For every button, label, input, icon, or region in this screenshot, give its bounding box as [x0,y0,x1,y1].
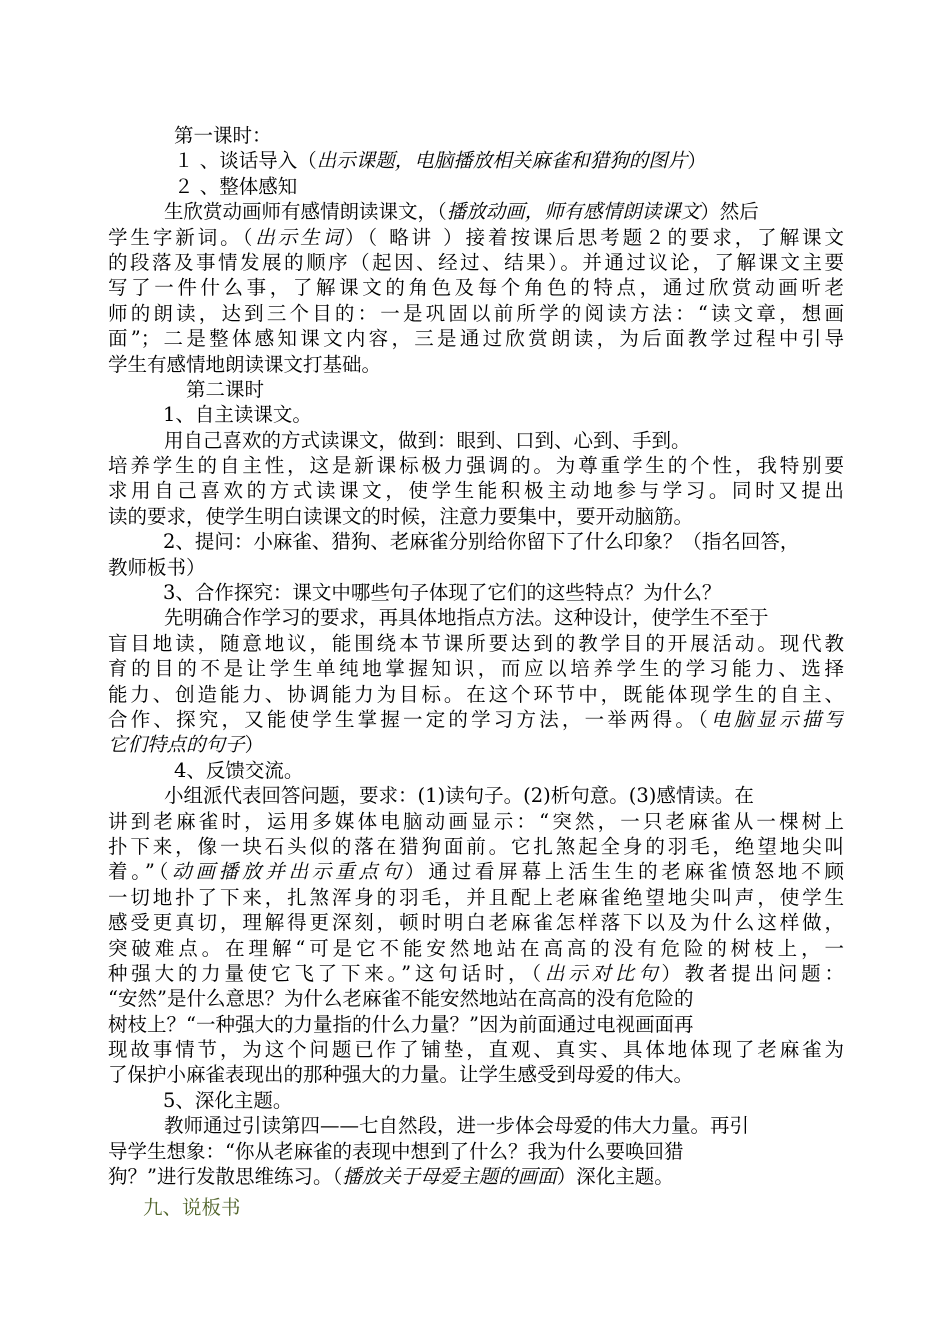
paragraph-line: 导学生想象：“你从老麻雀的表现中想到了什么？我为什么要唤回猎 [108,1139,684,1163]
paragraph-line: 盲目地读，随意地议，能围绕本节课所要达到的教学目的开展活动。现代教 [108,631,844,655]
paragraph-line: 育的目的不是让学生单纯地掌握知识，而应以培养学生的学习能力、选择 [108,657,844,681]
step-2-overall: ２ 、整体感知 [174,174,298,198]
section-heading-board-writing: 九、说板书 [143,1196,241,1219]
paragraph-line: 教师板书） [108,555,206,579]
paragraph-line: 读的要求，使学生明白读课文的时候，注意力要集中，要开动脑筋。 [108,504,694,528]
paragraph-line: 的段落及事情发展的顺序（起因、经过、结果）。并通过议论，了解课文主要 [108,250,844,274]
step-1-intro: １ 、谈话导入（出示课题，电脑播放相关麻雀和猎狗的图片） [174,149,707,173]
paragraph-line: 合作、探究，又能使学生掌握一定的学习方法，一举两得。（电脑显示描写 [108,707,844,731]
paragraph-line: 扑下来，像一块石头似的落在猎狗面前。它扎煞起全身的羽毛，绝望地尖叫 [108,834,844,858]
paragraph-line: 生欣赏动画师有感情朗读课文，（播放动画，师有感情朗读课文）然后 [164,200,759,224]
paragraph-line: 求用自己喜欢的方式读课文，使学生能积极主动地参与学习。同时又提出 [108,479,844,503]
paragraph-line: 突破难点。在理解“可是它不能安然地站在高高的没有危险的树枝上，一 [108,936,844,960]
paragraph-line: 学生有感情地朗读课文打基础。 [108,352,382,376]
step-4-feedback: 4、反馈交流。 [174,758,304,782]
paragraph-line: 面”；二是整体感知课文内容，三是通过欣赏朗读，为后面教学过程中引导 [108,327,844,351]
paragraph-line: 感受更真切，理解得更深刻，顿时明白老麻雀怎样落下以及为什么这样做， [108,911,844,935]
step-1-self-reading: 1、自主读课文。 [163,403,312,427]
paragraph-line: 了保护小麻雀表现出的那种强大的力量。让学生感受到母爱的伟大。 [108,1063,694,1087]
paragraph-line: 它们特点的句子） [108,733,265,757]
step-5-theme: 5、深化主题。 [163,1088,293,1112]
paragraph-line: “安然”是什么意思？为什么老麻雀不能安然地站在高高的没有危险的 [108,987,694,1011]
paragraph-line: 现故事情节，为这个问题已作了铺垫，直观、真实、具体地体现了老麻雀为 [108,1038,844,1062]
step-3-cooperation: 3、合作探究：课文中哪些句子体现了它们的这些特点？为什么？ [163,581,722,605]
paragraph-line: 能力、创造能力、协调能力为目标。在这个环节中，既能体现学生的自主、 [108,682,844,706]
paragraph-line: 用自己喜欢的方式读课文，做到：眼到、口到、心到、手到。 [164,428,691,452]
paragraph-line: 狗？”进行发散思维练习。（播放关于母爱主题的画面）深化主题。 [108,1165,674,1189]
paragraph-line: 小组派代表回答问题，要求：(1)读句子。(2)析句意。(3)感情读。在 [164,784,754,808]
document-body [108,123,844,1189]
step-2-question: 2、提问：小麻雀、猎狗、老麻雀分别给你留下了什么印象？（指名回答， [163,530,800,554]
paragraph-line: 学生字新词。（出示生词）（ 略讲 ）接着按课后思考题２的要求，了解课文 [108,225,844,249]
paragraph-line: 树枝上？“一种强大的力量指的什么力量？”因为前面通过电视画面再 [108,1012,694,1036]
lesson-one-heading: 第一课时： [174,124,272,147]
lesson-two-heading: 第二课时 [186,377,265,401]
paragraph-line: 着。”（动画播放并出示重点句）通过看屏幕上活生生的老麻雀愤怒地不顾 [108,860,844,884]
paragraph-line: 一切地扑了下来，扎煞浑身的羽毛，并且配上老麻雀绝望地尖叫声，使学生 [108,885,844,909]
paragraph-line: 培养学生的自主性，这是新课标极力强调的。为尊重学生的个性，我特别要 [108,454,844,478]
paragraph-line: 讲到老麻雀时，运用多媒体电脑动画显示：“突然，一只老麻雀从一棵树上 [108,809,844,833]
paragraph-line: 师的朗读，达到三个目的：一是巩固以前所学的阅读方法：“读文章，想画 [108,301,844,325]
paragraph-line: 写了一件什么事，了解课文的角色及每个角色的特点，通过欣赏动画听老 [108,276,844,300]
paragraph-line: 教师通过引读第四——七自然段，进一步体会母爱的伟大力量。再引 [164,1114,750,1138]
paragraph-line: 先明确合作学习的要求，再具体地指点方法。这种设计，使学生不至于 [164,606,769,630]
paragraph-line: 种强大的力量使它飞了下来。”这句话时，（出示对比句）教者提出问题： [108,961,844,985]
